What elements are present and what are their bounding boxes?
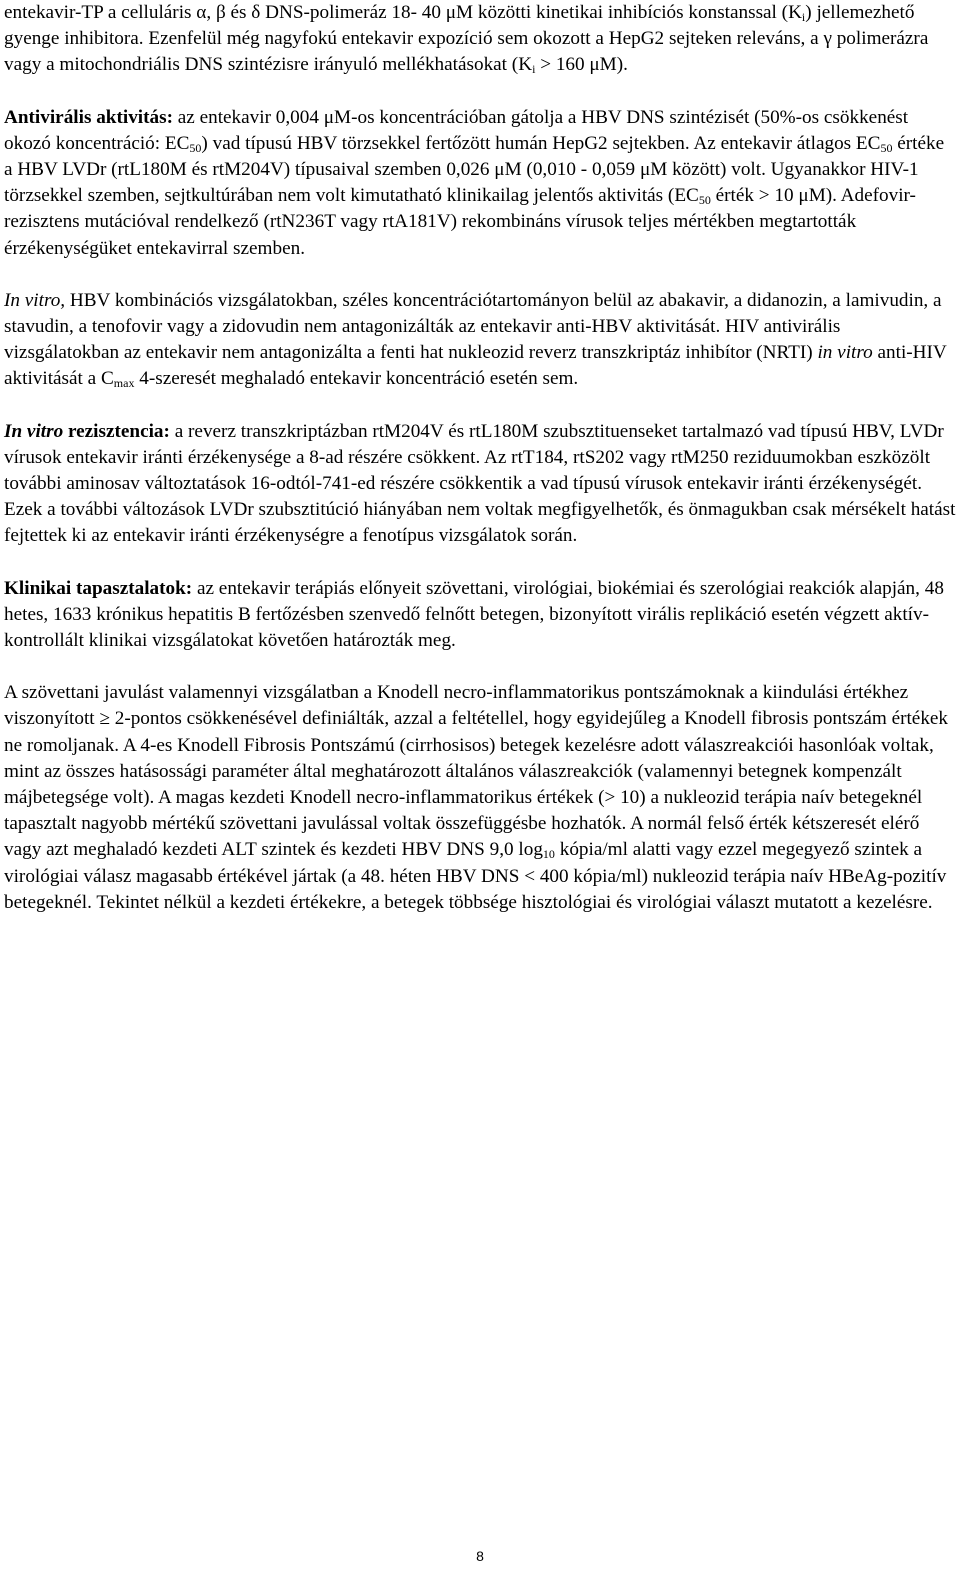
section-heading: Klinikai tapasztalatok: — [4, 577, 193, 599]
text-run: A szövettani javulást valamennyi vizsgálatban a Knodell necro-inflammatorikus pontszámoknak a kiindulási értékhez viszonyított ≥ 2-pontos csökkenésével definiálták, azzal a feltétellel, hogy egyidejűleg a Knodell fibrosis pontszám értékek ne romoljanak. A 4-es Knodell Fibrosis Pontszámú (cirrhosisos) betegek kezelésre adott válaszreakciói hasonlóak voltak, mint az összes hatásossági paraméter által meghatározott általános válaszreakciók (valamennyi betegnek kompenzált májbetegsége volt). A magas kezdeti Knodell necro-inflammatorikus értékek (> 10) a nukleozid terápia naív betegeknél tapasztalt nagyobb mértékű szövettani javulással voltak összefüggésbe hozhatók. A normál felső érték kétszeresét elérő vagy azt meghaladó kezdeti ALT szintek és kezdeti HBV DNS 9,0 log — [4, 682, 949, 861]
subscript: i — [801, 10, 806, 24]
subscript: 50 — [189, 140, 202, 155]
text-run: ) vad típusú HBV törzsekkel fertőzött humán HepG2 sejtekben. Az entekavir átlagos EC — [201, 132, 881, 154]
italic-text: In vitro, — [4, 289, 66, 311]
subscript: 10 — [542, 847, 555, 862]
text-run: az entekavir terápiás előnyeit szövettani, virológiai, biokémiai és szerológiai reakciók alapján, 48 hetes, 1633 krónikus hepatitis B fertőzésben szenvedő felnőtt betegen, bizonyított virális replikáció esetén végzett aktív-kontrollált klinikai vizsgálatokat követően határozták meg. — [4, 577, 944, 652]
section-heading: rezisztencia: — [63, 420, 170, 442]
text-run: az entekavir 0,004 μM-os koncentrációban gátolja a HBV DNS szintézisét (50%-os csökkenést okozó koncentráció: EC — [4, 106, 909, 154]
text-run: értéke a HBV LVDr (rtL180M és rtM204V) típusaival szemben 0,026 μM (0,010 - 0,059 μM között) volt. Ugyanakkor HIV-1 törzsekkel szemben, sejtkultúrában nem volt kimutatható klinikailag jelentős aktivitás (EC — [4, 132, 945, 207]
paragraph-resistance — [4, 419, 956, 550]
text-run: a reverz transzkriptázban rtM204V és rtL180M szubsztituenseket tartalmazó vad típusú HBV, LVDr vírusok entekavir iránti érzékenysége a 8-ad részére csökkent. Az rtT184, rtS202 vagy rtM250 reziduumokban eszközölt további aminosav változtatások 16-odtól-741-ed részére csökkentik a vad típusú vírusok entekavir iránti érzékenységét. Ezek a további változások LVDr szubsztitúció hiányában nem voltak megfigyelhetők, és önmagukban csak mérsékelt hatást fejtettek ki az entekavir iránti érzékenységre a fenotípus vizsgálatok során. — [4, 420, 956, 547]
paragraph-antiviral-activity — [4, 105, 956, 262]
text-run: ) jellemezhető gyenge inhibitora. Ezenfelül még nagyfokú entekavir expozíció sem okozott a HepG2 sejteken releváns, a γ polimerázra vagy a mitochondriális DNS szintézisre irányuló mellékhatásokat (K — [4, 2, 929, 76]
subscript: max — [113, 376, 135, 391]
subscript: 50 — [698, 193, 711, 208]
document-page — [4, 0, 956, 916]
page-number: 8 — [476, 1548, 484, 1564]
text-run: 4-szeresét meghaladó entekavir koncentráció esetén sem. — [134, 368, 579, 390]
paragraph-clinical-experience — [4, 576, 956, 655]
subscript: i — [532, 62, 536, 77]
paragraph-histological-improvement — [4, 680, 956, 916]
text-run: > 160 μM). — [535, 54, 628, 76]
text-run: kópia/ml alatti vagy ezzel megegyező szintek a virológiai válasz magasabb értékével jártak (a 48. héten HBV DNS < 400 kópia/ml) nukleozid terápia naív HBeAg-pozitív betegeknél. Tekintet nélkül a kezdeti értékekre, a betegek többsége hisztológiai és virológiai választ mutatott a kezelésre. — [4, 839, 947, 913]
text-run: entekavir-TP a celluláris α, β és δ DNS-polimeráz 18- 40 μM közötti kinetikai inhibíciós konstanssal (K — [4, 2, 802, 23]
section-heading-italic: In vitro — [4, 420, 64, 442]
italic-text: in vitro — [817, 342, 873, 364]
subscript: 50 — [880, 140, 893, 155]
text-run: HBV kombinációs vizsgálatokban, széles koncentrációtartományon belül az abakavir, a didanozin, a lamivudin, a stavudin, a tenofovir vagy a zidovudin nem antagonizálták az entekavir anti-HBV aktivitását. HIV antivirális vizsgálatokban az entekavir nem antagonizálta a fenti hat nukleozid reverz transzkriptáz inhibítor (NRTI) — [4, 289, 942, 364]
section-heading: Antivirális aktivitás: — [4, 106, 173, 128]
text-run: anti-HIV aktivitását a C — [4, 342, 947, 390]
text-run: érték > 10 μM). Adefovir-rezisztens mutációval rendelkező (rtN236T vagy rtA181V) rekombináns vírusok teljes mértékben megtartották érzékenységüket entekavirral szemben. — [4, 185, 916, 259]
paragraph-combination-studies — [4, 288, 956, 393]
paragraph-inhibition — [4, 0, 956, 79]
